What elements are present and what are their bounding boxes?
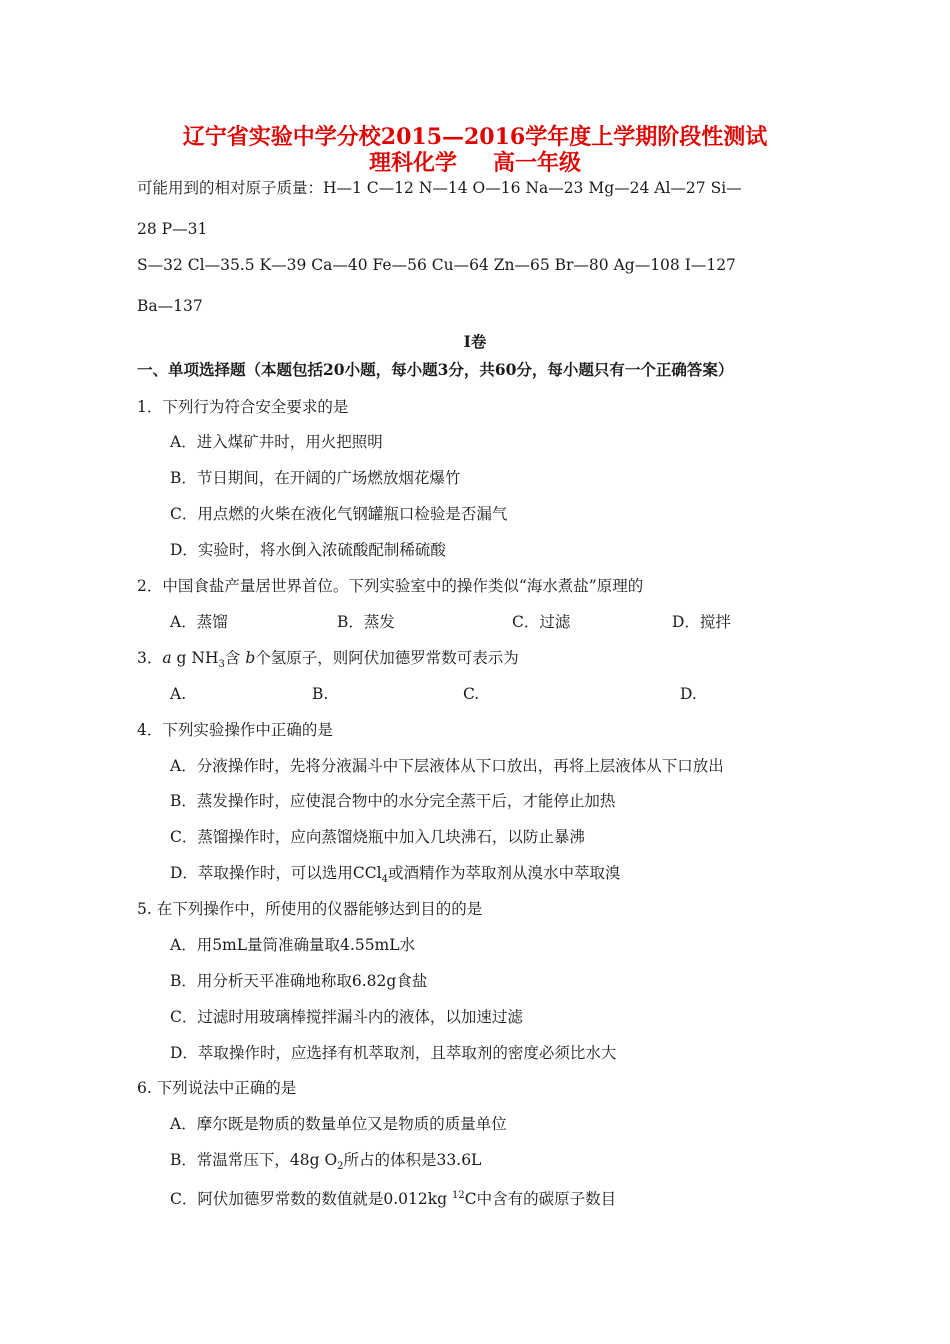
question-4-option-d-sub: 4 [381,874,388,886]
question-4-option-c: C．蒸馏操作时，应向蒸馏烧瓶中加入几块沸石，以防止暴沸 [170,828,585,846]
question-3-option-a: A. [170,685,187,703]
question-6-option-c [170,1186,616,1209]
question-4-option-d-pre: D．萃取操作时，可以选用CCl [170,864,382,882]
grade-label: 高一年级 [493,150,582,176]
question-5-stem: 5. 在下列操作中，所使用的仪器能够达到目的的是 [137,900,483,918]
question-1-stem: 1．下列行为符合安全要求的是 [137,398,349,416]
question-4-option-b: B．蒸发操作时，应使混合物中的水分完全蒸干后，才能停止加热 [170,792,616,810]
question-4-option-d-post: 或酒精作为萃取剂从溴水中萃取溴 [387,864,621,882]
question-3-unit: g [171,649,192,667]
question-2-stem: 2．中国食盐产量居世界首位。下列实验室中的操作类似“海水煮盐”原理的 [137,577,644,595]
question-4-option-a: A．分液操作时，先将分液漏斗中下层液体从下口放出，再将上层液体从下口放出 [170,757,724,775]
question-3-var-a: a [162,649,172,667]
question-3-option-c: C. [463,685,480,703]
question-6-option-c-sup: 12 [451,1190,465,1201]
question-2-option-a: A．蒸馏 [170,613,228,631]
question-6-option-b [170,1150,481,1177]
question-3-option-d: D. [680,685,697,703]
question-3-formula: NH [191,649,219,667]
question-2-option-c: C．过滤 [512,613,571,631]
question-1-option-a: A．进入煤矿井时，用火把照明 [170,433,383,451]
question-5-option-a: A．用5mL量筒准确量取4.55mL水 [170,936,416,954]
atomic-mass-line-2: 28 P—31 [137,220,208,238]
question-1-option-d: D．实验时，将水倒入浓硫酸配制稀硫酸 [170,541,446,559]
atomic-mass-line-3: S—32 Cl—35.5 K—39 Ca—40 Fe—56 Cu—64 Zn—65 Br—80 Ag—108 I—127 [137,256,736,274]
question-3-rest: 个氢原子，则阿伏加德罗常数可表示为 [255,649,519,667]
question-3-option-b: B. [312,685,329,703]
subject-label: 理科化学 [368,150,457,176]
question-3-number: 3． [137,649,163,667]
question-3-stem [137,648,519,675]
question-2-option-b: B．蒸发 [337,613,395,631]
question-3-mid: 含 [224,649,246,667]
question-5-option-d: D．萃取操作时，应选择有机萃取剂，且萃取剂的密度必须比水大 [170,1044,617,1062]
question-6-option-a: A．摩尔既是物质的数量单位又是物质的质量单位 [170,1115,507,1133]
question-6-option-b-pre: B．常温常压下，48g O [170,1151,338,1169]
question-1-option-b: B．节日期间，在开阔的广场燃放烟花爆竹 [170,469,461,487]
question-3-subscript: 3 [218,659,225,671]
question-1-option-c: C．用点燃的火柴在液化气钢罐瓶口检验是否漏气 [170,505,508,523]
atomic-mass-line-4: Ba—137 [137,297,203,315]
question-6-option-b-sub: 2 [337,1161,344,1173]
atomic-mass-line-1: 可能用到的相对原子质量：H—1 C—12 N—14 O—16 Na—23 Mg—24 Al—27 Si— [137,179,742,197]
section-heading: 一、单项选择题（本题包括20小题，每小题3分，共60分，每小题只有一个正确答案） [137,360,734,379]
question-4-stem: 4．下列实验操作中正确的是 [137,721,333,739]
exam-subtitle [0,150,950,176]
question-6-option-b-post: 所占的体积是33.6L [343,1151,482,1169]
question-6-option-c-post: C中含有的碳原子数目 [464,1190,617,1209]
question-5-option-c: C．过滤时用玻璃棒搅拌漏斗内的液体，以加速过滤 [170,1008,523,1026]
volume-label: Ⅰ卷 [463,332,487,351]
question-2-option-d: D．搅拌 [672,613,731,631]
exam-title: 辽宁省实验中学分校2015—2016学年度上学期阶段性测试 [182,124,768,150]
question-4-option-d [170,863,621,890]
question-3-var-b: b [245,649,256,667]
question-5-option-b: B．用分析天平准确地称取6.82g食盐 [170,972,428,990]
question-6-stem: 6. 下列说法中正确的是 [137,1079,297,1097]
question-6-option-c-pre: C．阿伏加德罗常数的数值就是0.012kg [170,1190,452,1209]
